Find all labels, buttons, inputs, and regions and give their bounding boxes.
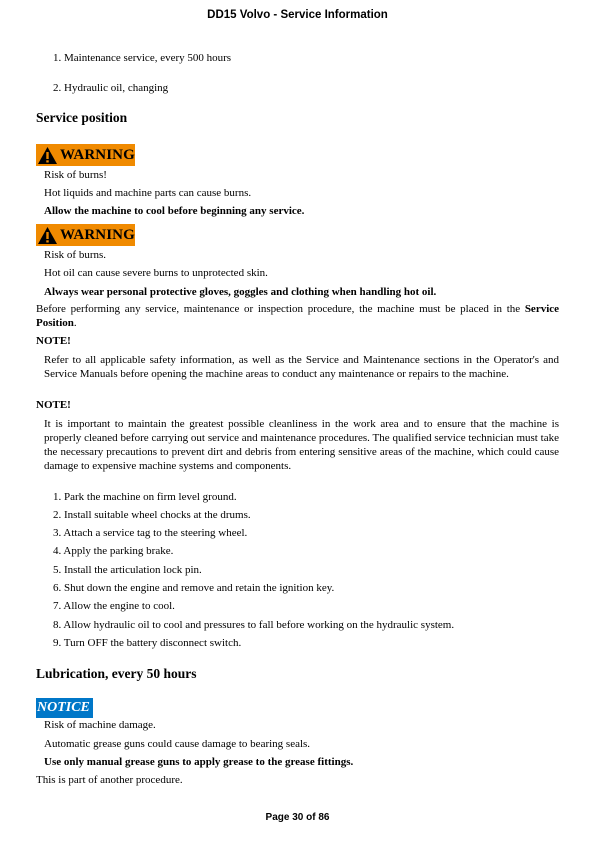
list-item: 5. Install the articulation lock pin. xyxy=(53,564,202,576)
note-2-text: It is important to maintain the greatest possible cleanliness in the work area and to ensure that the machine is properly cleaned before carrying out service and maintenance procedures. The qualified service technician must take the necessary precautions to prevent dirt and debris from entering sensitive areas of the machine, which could cause damage to expensive machine systems and components. xyxy=(44,418,559,472)
warning-2-emphasis: Always wear personal protective gloves, goggles and clothing when handling hot oil. xyxy=(44,286,437,298)
warning-triangle-icon xyxy=(37,226,58,245)
closing-text: This is part of another procedure. xyxy=(36,774,183,786)
notice-line-2: Automatic grease guns could cause damage to bearing seals. xyxy=(44,738,311,750)
list-item: 3. Attach a service tag to the steering wheel. xyxy=(53,527,248,539)
warning-banner-1 xyxy=(36,144,135,166)
warning-2-line-1: Risk of burns. xyxy=(44,249,107,261)
paragraph-text: Before performing any service, maintenance or inspection procedure, the machine must be placed in the xyxy=(36,303,521,315)
service-position-paragraph xyxy=(36,302,559,330)
notice-emphasis: Use only manual grease guns to apply grease to the grease fittings. xyxy=(44,756,354,768)
paragraph-end: . xyxy=(73,317,77,329)
warning-banner-2 xyxy=(36,224,135,246)
note-1-text: Refer to all applicable safety information, as well as the Service and Maintenance sections in the Operator's and Service Manuals before opening the machine areas to conduct any maintenance or repairs to the machine. xyxy=(44,354,559,380)
service-position-term: Service Position xyxy=(36,303,560,329)
note-1-label: NOTE! xyxy=(36,335,71,347)
intro-step-2: 2. Hydraulic oil, changing xyxy=(53,82,169,94)
section-heading-service-position: Service position xyxy=(36,110,128,125)
warning-1-emphasis: Allow the machine to cool before beginning any service. xyxy=(44,205,305,217)
warning-1-line-1: Risk of burns! xyxy=(44,169,107,181)
list-item: 7. Allow the engine to cool. xyxy=(53,600,175,612)
page-footer: Page 30 of 86 xyxy=(265,812,330,823)
notice-banner: NOTICE xyxy=(36,698,93,718)
section-heading-lubrication: Lubrication, every 50 hours xyxy=(36,666,197,681)
warning-label: WARNING xyxy=(60,146,135,163)
note-2-label: NOTE! xyxy=(36,399,71,411)
warning-2-line-2: Hot oil can cause severe burns to unprotected skin. xyxy=(44,267,268,279)
notice-line-1: Risk of machine damage. xyxy=(44,719,156,731)
warning-1-line-2: Hot liquids and machine parts can cause burns. xyxy=(44,187,252,199)
warning-label: WARNING xyxy=(60,226,135,243)
list-item: 2. Install suitable wheel chocks at the drums. xyxy=(53,509,251,521)
list-item: 8. Allow hydraulic oil to cool and pressures to fall before working on the hydraulic system. xyxy=(53,619,455,631)
intro-step-1: 1. Maintenance service, every 500 hours xyxy=(53,52,232,64)
list-item: 6. Shut down the engine and remove and retain the ignition key. xyxy=(53,582,335,594)
page-header: DD15 Volvo - Service Information xyxy=(207,9,388,21)
list-item: 4. Apply the parking brake. xyxy=(53,545,174,557)
list-item: 9. Turn OFF the battery disconnect switch. xyxy=(53,637,242,649)
warning-triangle-icon xyxy=(37,146,58,165)
list-item: 1. Park the machine on firm level ground. xyxy=(53,491,237,503)
